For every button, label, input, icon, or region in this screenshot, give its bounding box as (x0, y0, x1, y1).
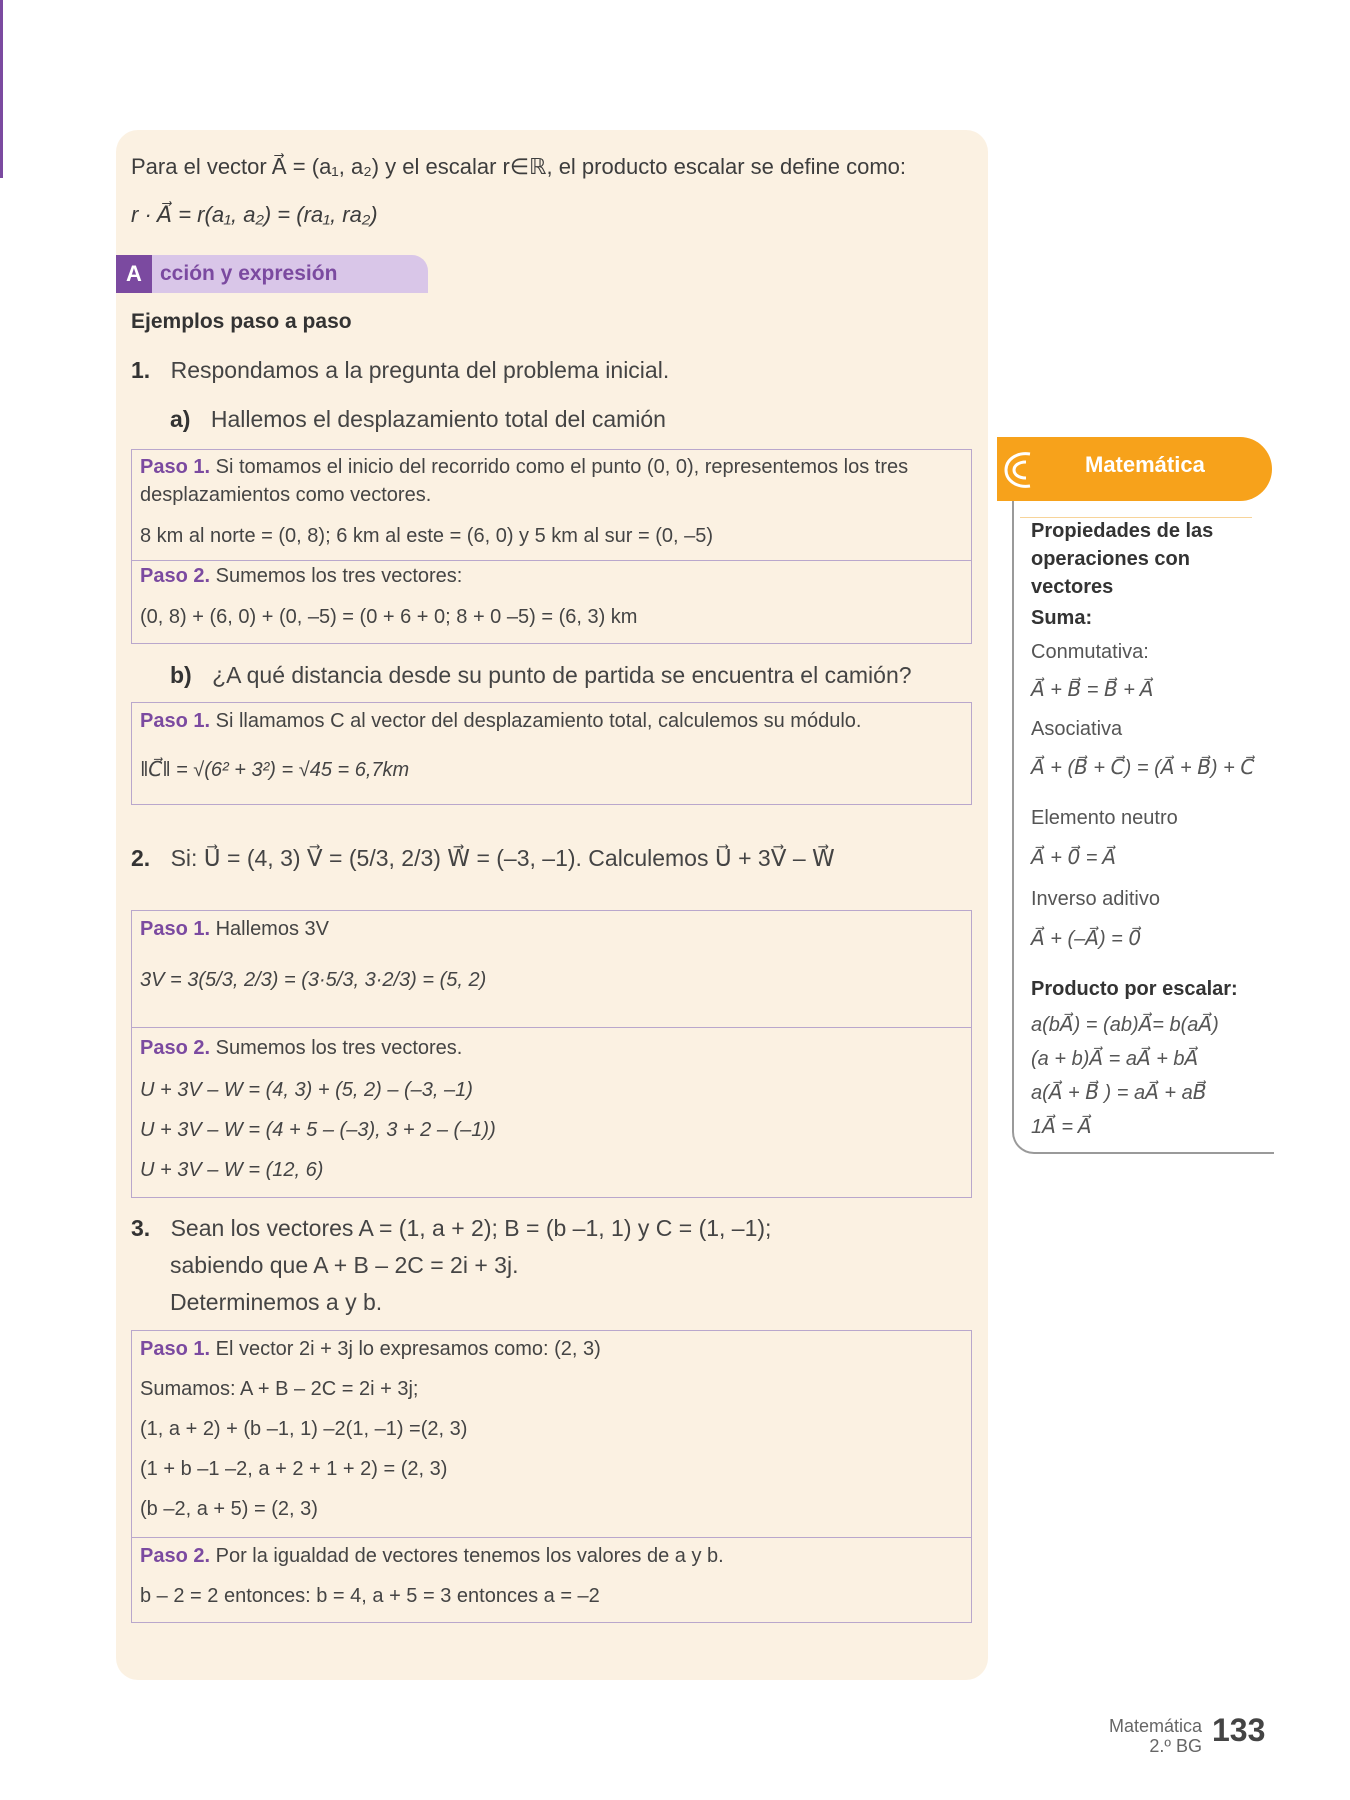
footer-subject (1084, 1716, 1202, 1756)
asociativa-label: Asociativa (1031, 718, 1123, 740)
example-number: 3. (131, 1215, 151, 1241)
intro-formula: r · A⃗ = r(a₁, a₂) = (ra₁, ra₂) (131, 202, 378, 227)
paso-1 (140, 710, 861, 733)
solution-box-3 (131, 1330, 972, 1623)
divider (132, 1027, 971, 1028)
paso-2 (140, 1545, 724, 1568)
example-number: 2. (131, 845, 151, 871)
intro-definition: Para el vector A⃗ = (a₁, a₂) y el escalar r∈ℝ, el producto escalar se define como: (131, 154, 906, 179)
example-2 (131, 845, 835, 872)
solution-line: (b –2, a + 5) = (2, 3) (140, 1498, 318, 1520)
paso-label: Paso 2. (140, 1545, 211, 1567)
paso-text: Hallemos 3V (215, 918, 329, 940)
example-text: Respondamos a la pregunta del problema inicial. (170, 357, 670, 383)
paso-text: El vector 2i + 3j lo expresamos como: (2, 3) (215, 1338, 601, 1360)
solution-line: Sumamos: A + B – 2C = 2i + 3j; (140, 1378, 419, 1400)
producto-formula: 1A⃗ = A⃗ (1031, 1116, 1092, 1138)
divider (132, 560, 971, 561)
solution-line: U + 3V – W = (4 + 5 – (–3), 3 + 2 – (–1)) (140, 1119, 496, 1141)
solution-line: U + 3V – W = (12, 6) (140, 1159, 324, 1181)
paso-1 (140, 456, 908, 479)
solution-line: U + 3V – W = (4, 3) + (5, 2) – (–3, –1) (140, 1079, 473, 1101)
paso-label: Paso 2. (140, 1037, 211, 1059)
divider (132, 1537, 971, 1538)
section-heading: Ejemplos paso a paso (131, 310, 352, 333)
puzzle-icon (1000, 448, 1042, 492)
side-title: Matemática (1085, 452, 1205, 477)
neutro-formula: A⃗ + 0⃗ = A⃗ (1031, 847, 1116, 869)
paso-label: Paso 2. (140, 565, 211, 587)
solution-line: (1 + b –1 –2, a + 2 + 1 + 2) = (2, 3) (140, 1458, 448, 1480)
sub-text: ¿A qué distancia desde su punto de partida se encuentra el camión? (212, 662, 912, 688)
example-text-cont: sabiendo que A + B – 2C = 2i + 3j. (170, 1252, 519, 1278)
paso-label: Paso 1. (140, 456, 211, 478)
paso-text-cont: desplazamientos como vectores. (140, 484, 432, 506)
page-edge-rule (0, 0, 3, 178)
paso-text: Sumemos los tres vectores. (215, 1037, 463, 1059)
paso-text: Por la igualdad de vectores tenemos los valores de a y b. (215, 1545, 724, 1567)
conmutativa-label: Conmutativa: (1031, 641, 1149, 663)
sub-text: Hallemos el desplazamiento total del camión (210, 406, 666, 432)
example-text-cont: Determinemos a y b. (170, 1289, 383, 1315)
suma-label: Suma: (1031, 607, 1093, 629)
solution-box-1b (131, 702, 972, 805)
paso-text: Si llamamos C al vector del desplazamiento total, calculemos su módulo. (215, 710, 862, 732)
conmutativa-formula: A⃗ + B⃗ = B⃗ + A⃗ (1031, 679, 1154, 701)
page-number: 133 (1212, 1712, 1266, 1748)
asociativa-formula: A⃗ + (B⃗ + C⃗) = (A⃗ + B⃗) + C⃗ (1031, 757, 1255, 779)
sub-label: b) (170, 662, 192, 688)
inverso-formula: A⃗ + (–A⃗) = 0⃗ (1031, 928, 1142, 950)
producto-formula: (a + b)A⃗ = aA⃗ + bA⃗ (1031, 1048, 1199, 1070)
example-1a (170, 406, 666, 433)
modulus-formula: ‖C⃗‖ = √(6² + 3²) = √45 = 6,7km (140, 759, 410, 781)
example-1b (170, 662, 912, 689)
sub-label: a) (170, 406, 191, 432)
example-number: 1. (131, 357, 151, 383)
solution-line: b – 2 = 2 entonces: b = 4, a + 5 = 3 entonces a = –2 (140, 1585, 600, 1607)
example-3 (131, 1215, 771, 1242)
paso-label: Paso 1. (140, 918, 211, 940)
example-text: Si: U⃗ = (4, 3) V⃗ = (5/3, 2/3) W⃗ = (–3, –1). Calculemos U⃗ + 3V⃗ – W⃗ (170, 845, 835, 871)
inverso-label: Inverso aditivo (1031, 888, 1160, 910)
producto-formula: a(bA⃗) = (ab)A⃗= b(aA⃗) (1031, 1014, 1219, 1036)
solution-line: (0, 8) + (6, 0) + (0, –5) = (0 + 6 + 0; 8 + 0 –5) = (6, 3) km (140, 606, 638, 628)
paso-text: Sumemos los tres vectores: (215, 565, 463, 587)
section-title: cción y expresión (160, 262, 338, 285)
footer-grade: 2.º BG (1149, 1736, 1202, 1756)
scalar-formula: 3V = 3(5/3, 2/3) = (3·5/3, 3·2/3) = (5, 2) (140, 969, 487, 991)
solution-box-2 (131, 910, 972, 1198)
producto-formula: a(A⃗ + B⃗ ) = aA⃗ + aB⃗ (1031, 1082, 1207, 1104)
section-letter: A (116, 255, 152, 293)
paso-label: Paso 1. (140, 710, 211, 732)
paso-1 (140, 1338, 601, 1361)
solution-line: (1, a + 2) + (b –1, 1) –2(1, –1) =(2, 3) (140, 1418, 468, 1440)
side-heading: Propiedades de las operaciones con vectores (1031, 520, 1214, 598)
paso-label: Paso 1. (140, 1338, 211, 1360)
paso-text: Si tomamos el inicio del recorrido como el punto (0, 0), representemos los tres (215, 456, 909, 478)
paso-2 (140, 565, 462, 588)
solution-box-1a (131, 449, 972, 644)
example-text: Sean los vectores A = (1, a + 2); B = (b –1, 1) y C = (1, –1); (170, 1215, 772, 1241)
producto-label: Producto por escalar: (1031, 978, 1238, 1000)
solution-line: 8 km al norte = (0, 8); 6 km al este = (6, 0) y 5 km al sur = (0, –5) (140, 525, 713, 547)
paso-1 (140, 918, 329, 941)
neutro-label: Elemento neutro (1031, 807, 1178, 829)
paso-2 (140, 1037, 462, 1060)
example-1 (131, 357, 669, 384)
footer-subject-name: Matemática (1108, 1716, 1202, 1736)
